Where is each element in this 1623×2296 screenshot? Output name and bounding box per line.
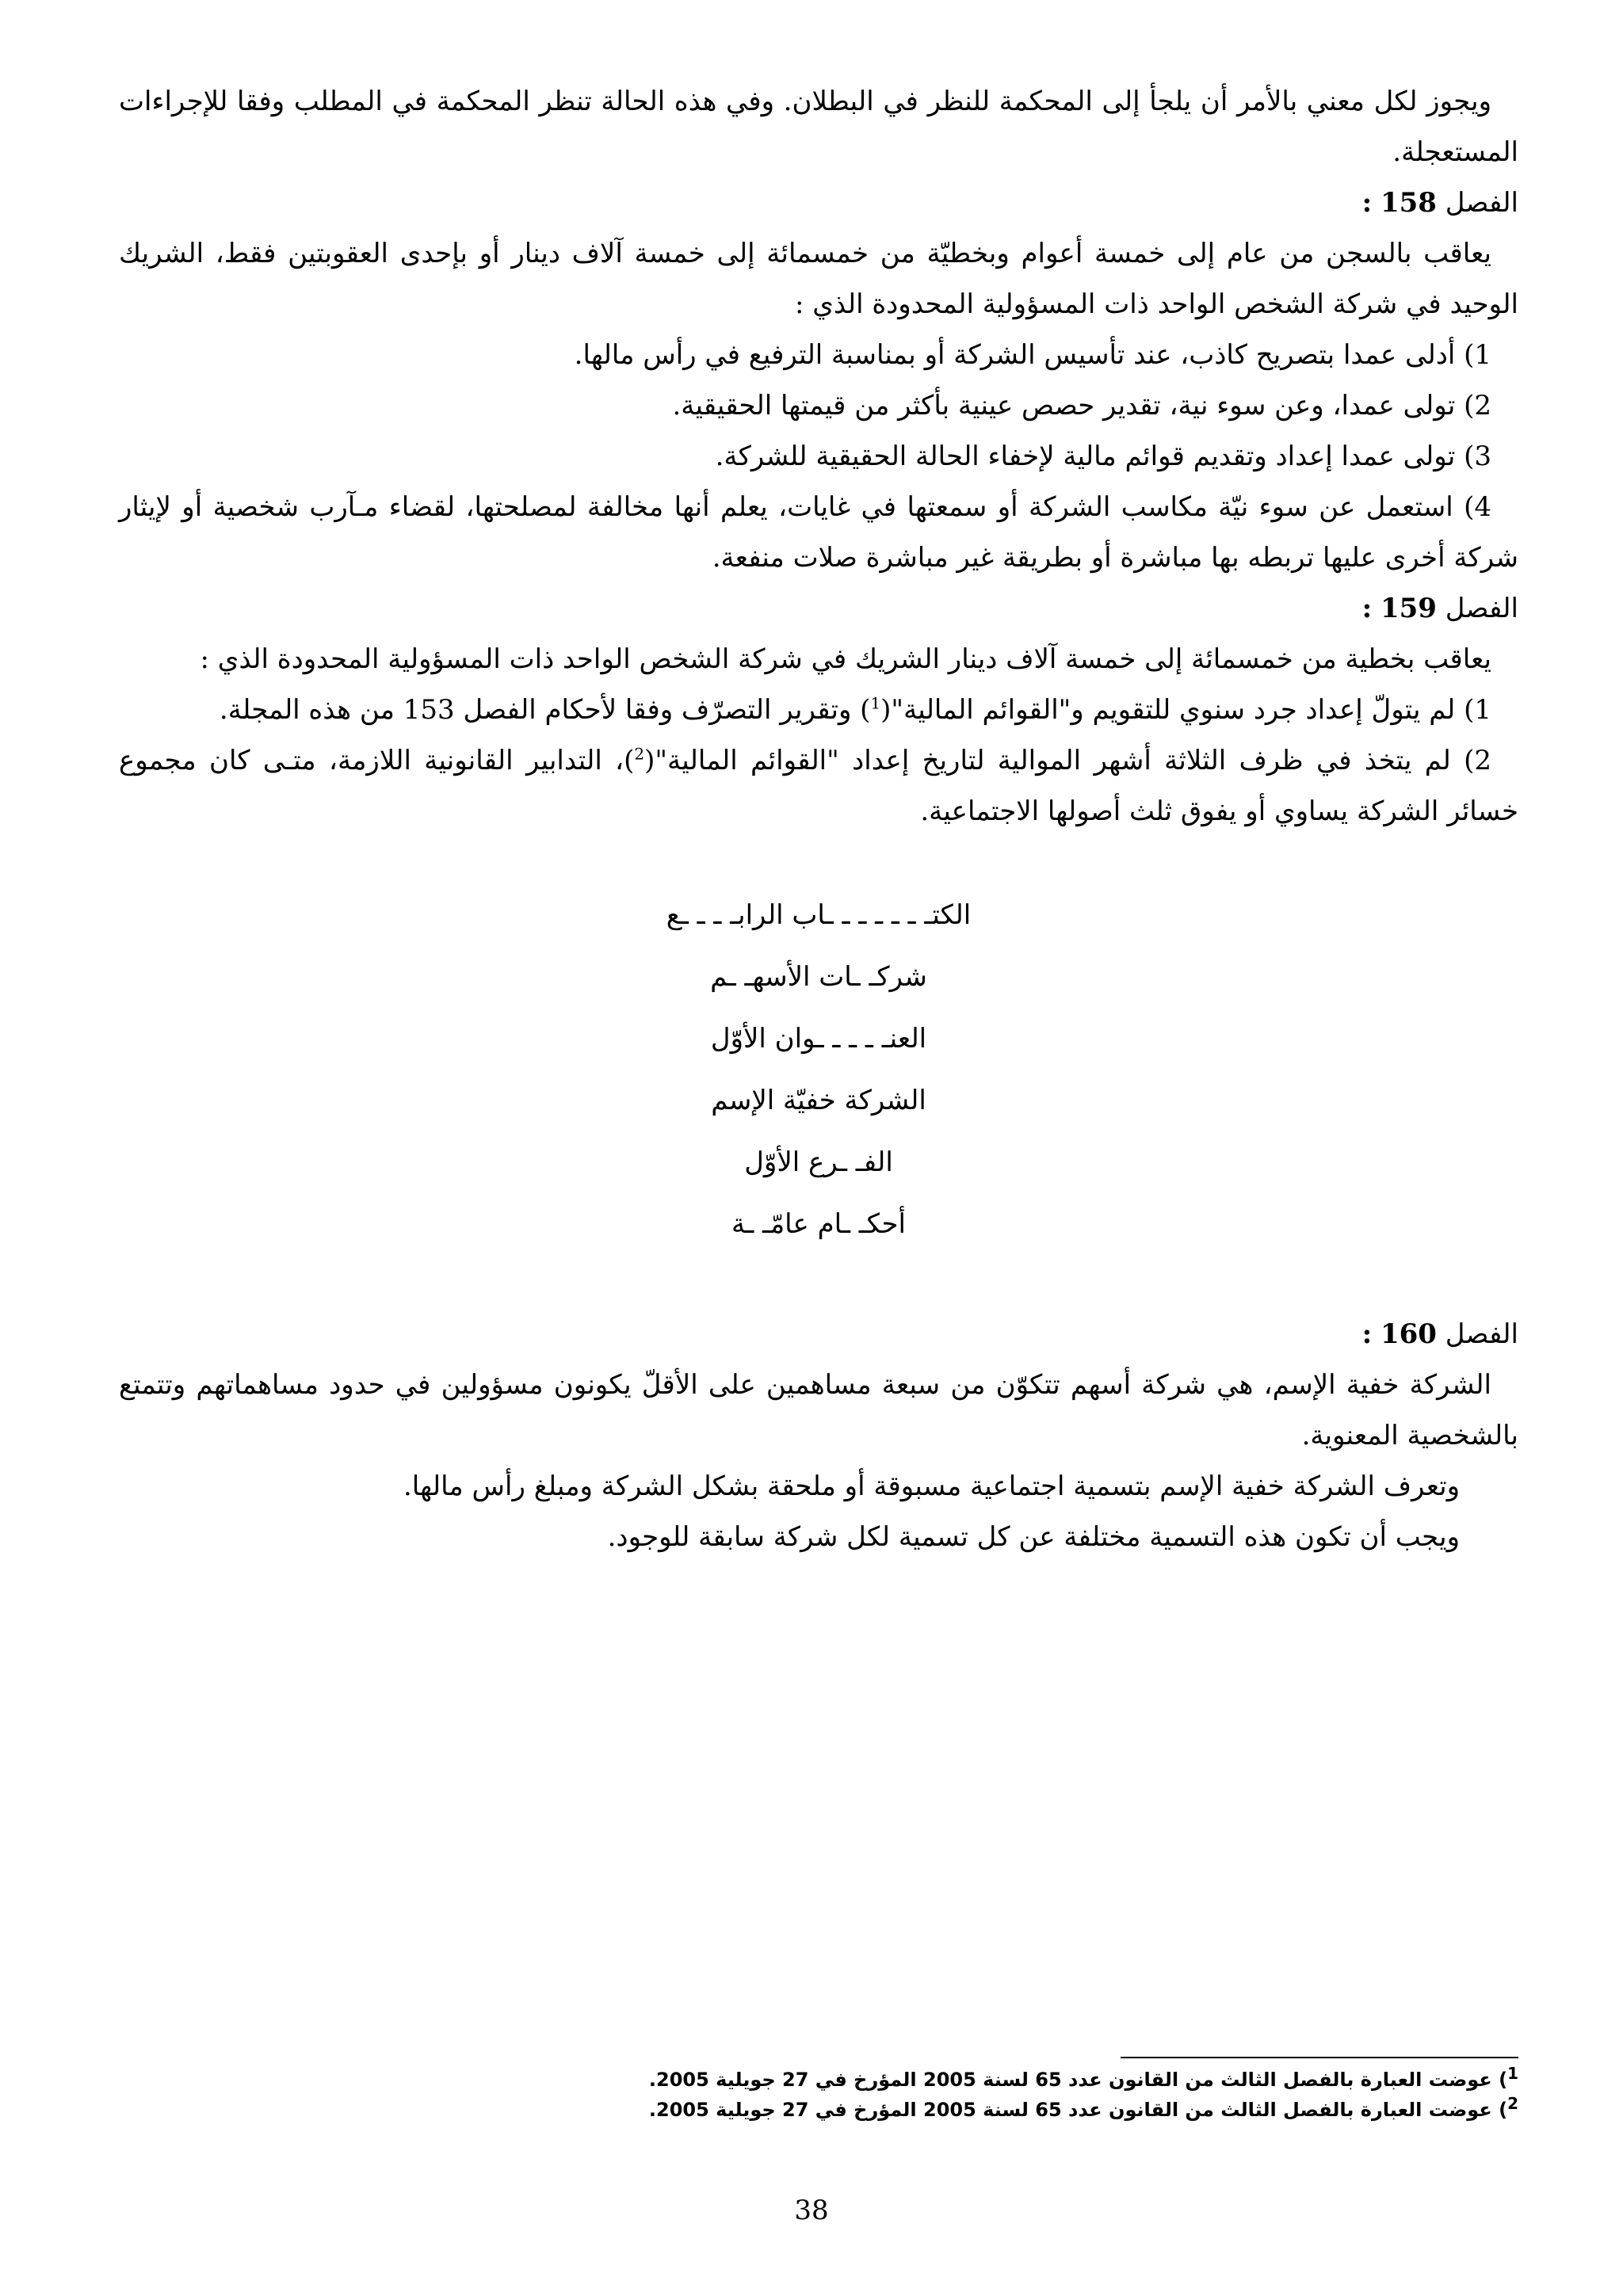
footnote-mark: 1 (1507, 2064, 1518, 2083)
list-item-159-1 (119, 685, 1518, 735)
article-number: 158 (1380, 187, 1437, 219)
footnote-divider (1121, 2057, 1518, 2058)
list-item-text: 2) لم يتخذ في ظرف الثلاثة أشهر الموالية لتاريخ إعداد "القوائم المالية"( (644, 745, 1491, 776)
footnotes (647, 2065, 1518, 2125)
article-heading-160 (119, 1309, 1518, 1360)
footnote-mark: 2 (1507, 2094, 1518, 2113)
footnote-1 (647, 2065, 1518, 2095)
paragraph-annulment: ويجوز لكل معني بالأمر أن يلجأ إلى المحكمة للنظر في البطلان. وفي هذه الحالة تنظر المحكمة في المطلب وفقا للإجراءات المستعجلة. (119, 86, 1518, 168)
article-heading-158 (119, 177, 1518, 228)
paragraph-160: الشركة خفية الإسم، هي شركة أسهم تتكوّن من سبعة مساهمين على الأقلّ يكونون مسؤولين في حدود مساهماتهم وتتمتع بالشخصية المعنوية. (119, 1369, 1518, 1451)
footnote-ref: 1 (870, 693, 881, 713)
article-number: 159 (1380, 593, 1437, 624)
branch-subheading: أحكـ ـام عامّـ ـة (731, 1208, 906, 1240)
list-item-158-4: 4) استعمل عن سوء نيّة مكاسب الشركة أو سمعتها في غايات، يعلم أنها مخالفة لمصلحتها، لقضاء مـآرب شخصية أو لإيثار شركة أخرى عليها تربطه بها مباشرة أو بطريقة غير مباشرة صلات منفعة. (119, 491, 1518, 574)
paragraph-160-c: ويجب أن تكون هذه التسمية مختلفة عن كل تسمية لكل شركة سابقة للوجود. (607, 1521, 1460, 1553)
body-text (119, 76, 1518, 1562)
article-colon: : (1361, 1318, 1373, 1350)
article-label: الفصل (1445, 1318, 1518, 1350)
article-label: الفصل (1445, 593, 1518, 624)
list-item-158-1: 1) أدلى عمدا بتصريح كاذب، عند تأسيس الشركة أو بمناسبة الترفيع في رأس مالها. (574, 339, 1491, 371)
list-item-text: )، التدابير القانونية اللازمة، متـى كان مجموع خسائر الشركة يساوي أو يفوق ثلث أصولها الاجتماعية. (119, 745, 1518, 827)
article-colon: : (1361, 593, 1373, 624)
list-item-158-3: 3) تولى عمدا إعداد وتقديم قوائم مالية لإخفاء الحالة الحقيقية للشركة. (715, 441, 1491, 472)
paragraph-160-b: وتعرف الشركة خفية الإسم بتسمية اجتماعية مسبوقة أو ملحقة بشكل الشركة ومبلغ رأس مالها. (403, 1470, 1460, 1502)
footnote-text: ) عوضت العبارة بالفصل الثالث من القانون عدد 65 لسنة 2005 المؤرخ في 27 جويلية 2005. (648, 2099, 1508, 2121)
book-subtitle: شركـ ـات الأسهـ ـم (710, 961, 927, 993)
list-item-text: ) وتقرير التصرّف وفقا لأحكام الفصل 153 من هذه المجلة. (219, 694, 871, 726)
book-title: الكتـ ـ ـ ـ ـ ـ ـاب الرابـ ـ ـ ـع (666, 899, 972, 931)
paragraph-159: يعاقب بخطية من خمسمائة إلى خمسة آلاف دينار الشريك في شركة الشخص الواحد ذات المسؤولية المحدودة الذي : (200, 643, 1491, 675)
list-item-158-2: 2) تولى عمدا، وعن سوء نية، تقدير حصص عينية بأكثر من قيمتها الحقيقية. (672, 390, 1491, 421)
page-number: 38 (794, 2195, 829, 2226)
title-heading: العنـ ـ ـ ـ ـوان الأوّل (710, 1023, 927, 1055)
title-subheading: الشركة خفيّة الإسم (711, 1085, 926, 1116)
list-item-159-2 (119, 735, 1518, 837)
article-number: 160 (1380, 1318, 1437, 1350)
article-label: الفصل (1445, 187, 1518, 219)
section-title-block (119, 884, 1518, 1255)
article-heading-159 (119, 583, 1518, 634)
footnote-ref: 2 (634, 744, 645, 764)
branch-heading: الفـ ـرع الأوّل (744, 1146, 893, 1178)
list-item-text: 1) لم يتولّ إعداد جرد سنوي للتقويم و"القوائم المالية"( (880, 694, 1491, 726)
article-colon: : (1361, 187, 1373, 219)
footnote-2 (647, 2095, 1518, 2125)
paragraph-158: يعاقب بالسجن من عام إلى خمسة أعوام وبخطيّة من خمسمائة إلى خمسة آلاف دينار أو بإحدى العقوبتين فقط، الشريك الوحيد في شركة الشخص الواحد ذات المسؤولية المحدودة الذي : (119, 238, 1518, 320)
footnote-text: ) عوضت العبارة بالفصل الثالث من القانون عدد 65 لسنة 2005 المؤرخ في 27 جويلية 2005. (648, 2069, 1508, 2091)
